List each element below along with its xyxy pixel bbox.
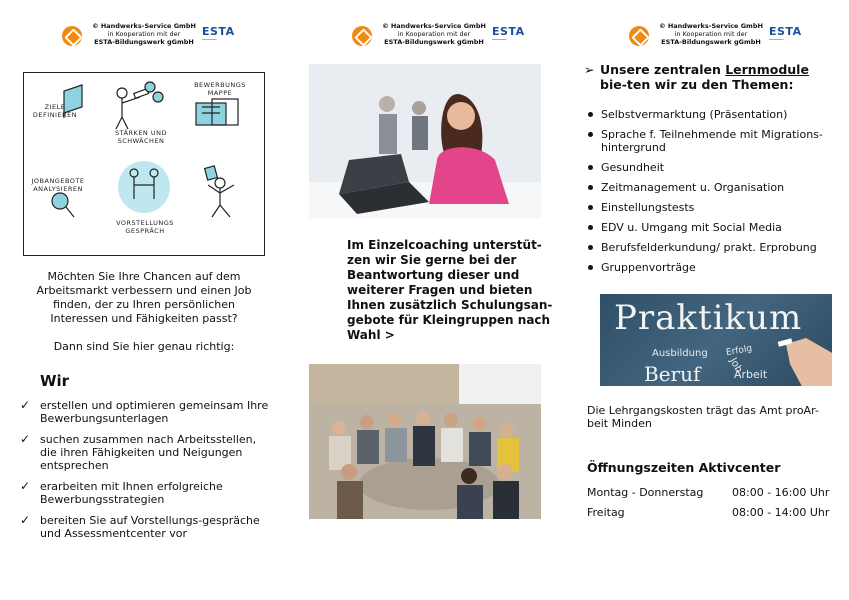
esta-logo: ESTA ━━━━━━ bbox=[202, 25, 235, 42]
photo-student-laptop bbox=[309, 64, 541, 218]
costs-text: Die Lehrgangskosten trägt das Amt proAr-beit Minden bbox=[587, 404, 819, 430]
checkmark-icon: ✓ bbox=[20, 398, 31, 412]
header-line1: © Handwerks-Service GmbH bbox=[382, 22, 486, 30]
checkmark-icon: ✓ bbox=[20, 513, 31, 527]
list-item: Gesundheit bbox=[587, 161, 837, 174]
praktikum-title: Praktikum bbox=[614, 298, 803, 338]
word-erfolg: Erfolg bbox=[725, 343, 753, 359]
intro-text: Möchten Sie Ihre Chancen auf dem Arbeitsmarkt verbessern und einen Job finden, der zu Ihren persönlichen Interessen und Fähigkeiten passt? bbox=[36, 270, 252, 325]
checkmark-icon: ✓ bbox=[20, 479, 31, 493]
sketch-label-mappe: BEWERBUNGS MAPPE bbox=[194, 81, 246, 97]
handwerks-logo-icon bbox=[62, 26, 82, 46]
list-item: Einstellungstests bbox=[587, 201, 837, 214]
themes-heading: ➢ Unsere zentralen Lernmodule bie-ten wir zu den Themen: bbox=[584, 62, 809, 92]
check-item: ✓ bereiten Sie auf Vorstellungs-gespräche und Assessmentcenter vor bbox=[20, 513, 260, 540]
intro-text-2: Dann sind Sie hier genau richtig: bbox=[53, 340, 235, 353]
sketch-illustration bbox=[23, 72, 265, 256]
student-photo-icon bbox=[309, 64, 541, 218]
esta-logo: ESTA ━━━━━━ bbox=[492, 25, 525, 42]
sketch-label-staerken: STÄRKEN UND SCHWÄCHEN bbox=[115, 129, 167, 145]
list-item: Selbstvermarktung (Präsentation) bbox=[587, 108, 837, 121]
wir-heading: Wir bbox=[40, 372, 70, 390]
header-line3: ESTA-Bildungswerk gGmbH bbox=[661, 38, 761, 46]
word-job: Job bbox=[727, 356, 745, 375]
praktikum-chalkboard bbox=[600, 294, 832, 386]
hand-chalk-icon bbox=[776, 324, 832, 386]
list-item: Sprache f. Teilnehmende mit Migrations-hintergrund bbox=[587, 128, 837, 154]
arrow-icon: ➢ bbox=[584, 62, 595, 77]
checkmark-icon: ✓ bbox=[20, 432, 31, 446]
lernmodule-word: Lernmodule bbox=[725, 62, 809, 77]
check-item: ✓ suchen zusammen nach Arbeitsstellen, die ihren Fähigkeiten und Neigungen entsprechen bbox=[20, 432, 257, 472]
list-item: EDV u. Umgang mit Social Media bbox=[587, 221, 837, 234]
checklist bbox=[20, 399, 270, 548]
word-arbeit: Arbeit bbox=[734, 368, 768, 381]
header-line2: in Kooperation mit der bbox=[107, 30, 181, 38]
handwerks-logo-icon bbox=[352, 26, 372, 46]
header-line2: in Kooperation mit der bbox=[674, 30, 748, 38]
check-item: ✓ erarbeiten mit Ihnen erfolgreiche Bewerbungsstrategien bbox=[20, 479, 223, 506]
topic-list bbox=[587, 108, 837, 281]
hours-day: Montag - Donnerstag bbox=[587, 486, 704, 499]
header-line3: ESTA-Bildungswerk gGmbH bbox=[384, 38, 484, 46]
group-photo-icon bbox=[309, 364, 541, 519]
word-ausbildung: Ausbildung bbox=[652, 348, 708, 359]
header-line3: ESTA-Bildungswerk gGmbH bbox=[94, 38, 194, 46]
handwerks-logo-icon bbox=[629, 26, 649, 46]
list-item: Zeitmanagement u. Organisation bbox=[587, 181, 837, 194]
opening-hours-title: Öffnungszeiten Aktivcenter bbox=[587, 460, 781, 475]
header-line1: © Handwerks-Service GmbH bbox=[659, 22, 763, 30]
photo-group-session bbox=[309, 364, 541, 519]
list-item: Berufsfelderkundung/ prakt. Erprobung bbox=[587, 241, 837, 254]
sketch-label-jobangebote: JOBANGEBOTE ANALYSIEREN bbox=[31, 177, 85, 193]
sketch-label-gespraech: VORSTELLUNGS GESPRÄCH bbox=[116, 219, 174, 235]
header-line1: © Handwerks-Service GmbH bbox=[92, 22, 196, 30]
sketch-label-ziele: ZIELE DEFINIEREN bbox=[32, 103, 78, 119]
esta-logo: ESTA ━━━━━━ bbox=[769, 25, 802, 42]
hours-time: 08:00 - 14:00 Uhr bbox=[732, 506, 830, 519]
check-item: ✓ erstellen und optimieren gemeinsam Ihre Bewerbungsunterlagen bbox=[20, 398, 269, 425]
list-item: Gruppenvorträge bbox=[587, 261, 837, 274]
coaching-text: Im Einzelcoaching unterstüt-zen wir Sie gerne bei der Beantwortung dieser und weiterer Fragen und bieten Ihnen zusätzlich Schulungsan-gebote für Kleingruppen nach Wahl > bbox=[347, 238, 553, 342]
word-beruf: Beruf bbox=[644, 362, 701, 386]
hours-time: 08:00 - 16:00 Uhr bbox=[732, 486, 830, 499]
header-line2: in Kooperation mit der bbox=[397, 30, 471, 38]
hours-day: Freitag bbox=[587, 506, 625, 519]
